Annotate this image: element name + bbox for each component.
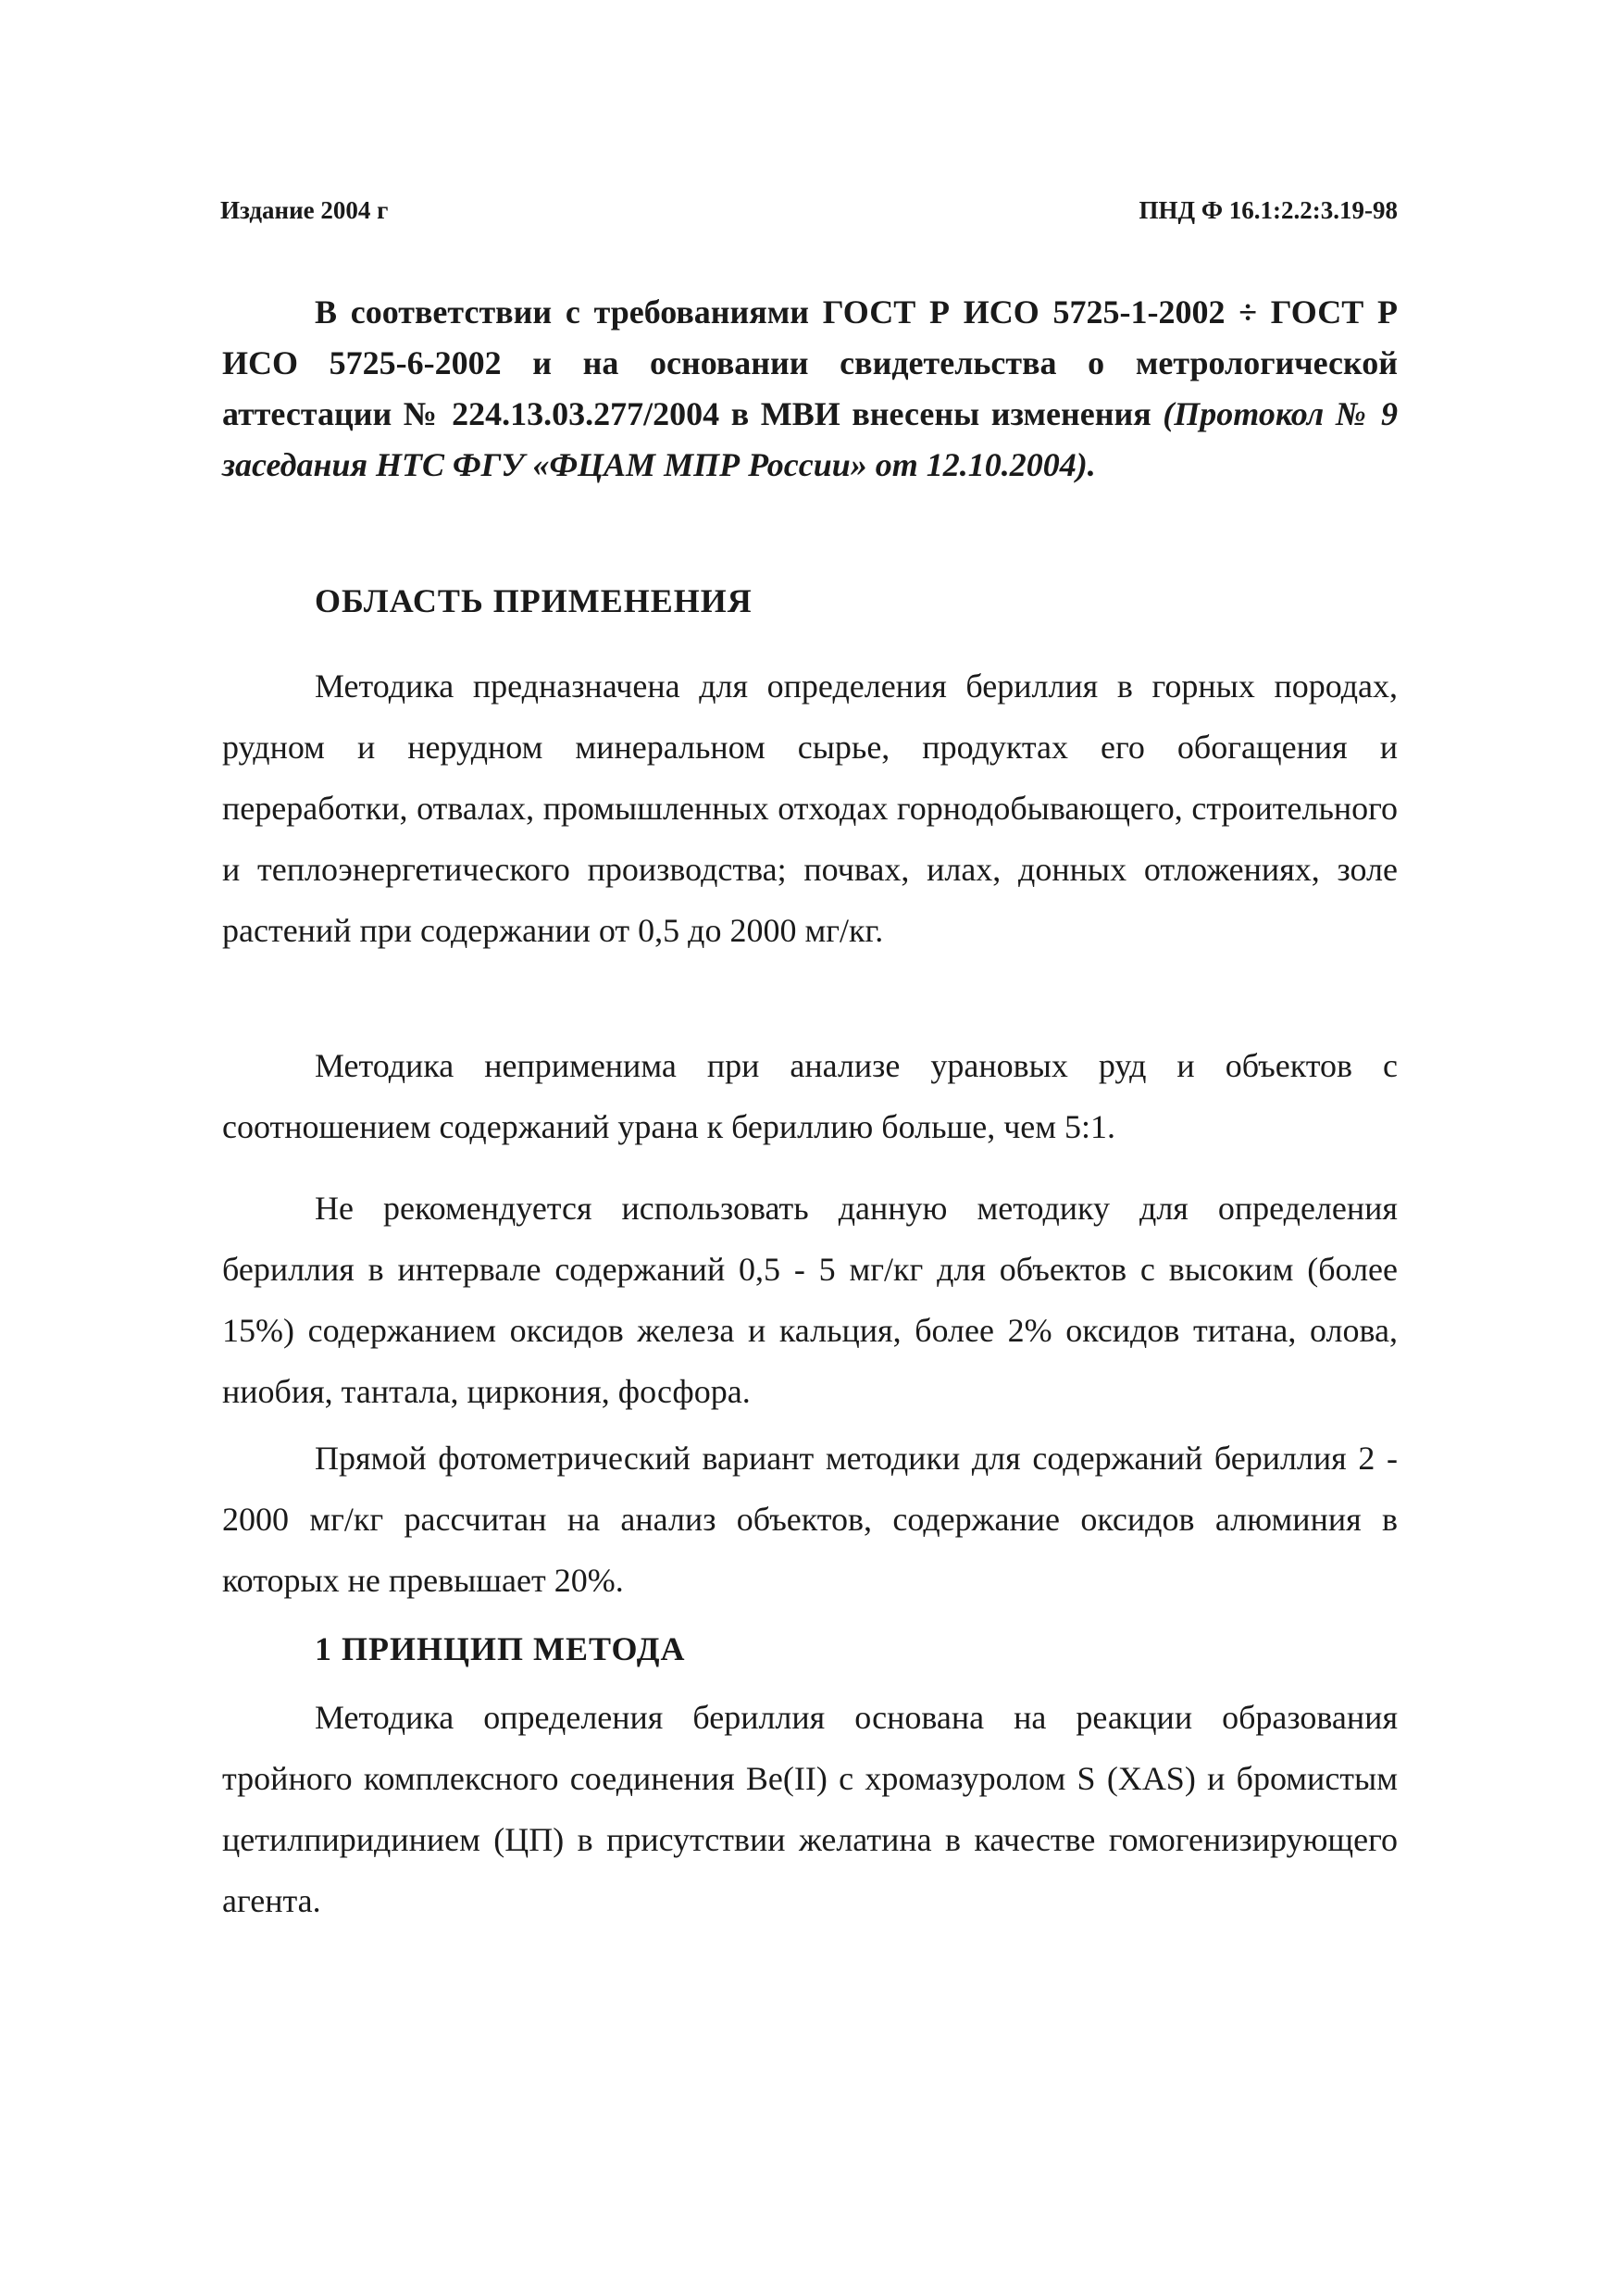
- revision-note-text: В соответствии с требованиями ГОСТ Р ИСО 5725-1-2002 ÷ ГОСТ Р ИСО 5725-6-2002 и на основании свидетельства о метрологической аттестации № 224.13.03.277/2004 в МВИ внесены изменения: [222, 293, 1398, 432]
- principle-paragraph-1: Методика определения бериллия основана на реакции образования тройного комплексного соединения Be(II) с хромазуролом S (XAS) и бромистым цетилпиридинием (ЦП) в присутствии желатина в качестве гомогенизирующего агента.: [222, 1699, 1398, 1919]
- scope-paragraph-4: Прямой фотометрический вариант методики для содержаний бериллия 2 - 2000 мг/кг рассчитан на анализ объектов, содержание оксидов алюминия в которых не превышает 20%.: [222, 1440, 1398, 1599]
- edition-label: Издание 2004 г: [220, 196, 389, 224]
- document-code: ПНД Ф 16.1:2.2:3.19-98: [1139, 196, 1398, 224]
- revision-note: [222, 287, 1398, 491]
- scope-paragraph-2: Методика неприменима при анализе урановых руд и объектов с соотношением содержаний урана к бериллию больше, чем 5:1.: [222, 1047, 1398, 1145]
- section-title-scope: ОБЛАСТЬ ПРИМЕНЕНИЯ: [315, 582, 753, 619]
- scope-paragraph-1: Методика предназначена для определения бериллия в горных породах, рудном и нерудном минеральном сырье, продуктах его обогащения и переработки, отвалах, промышленных отходах горнодобывающего, строительного и теплоэнергетического производства; почвах, илах, донных отложениях, золе растений при содержании от 0,5 до 2000 мг/кг.: [222, 668, 1398, 949]
- scope-paragraph-3: Не рекомендуется использовать данную методику для определения бериллия в интервале содержаний 0,5 - 5 мг/кг для объектов с высоким (более 15%) содержанием оксидов железа и кальция, более 2% оксидов титана, олова, ниобия, тантала, циркония, фосфора.: [222, 1190, 1398, 1410]
- section-title-principle: 1 ПРИНЦИП МЕТОДА: [315, 1630, 686, 1667]
- revision-protocol-reference: (Протокол № 9 заседания НТС ФГУ «ФЦАМ МПР России» от 12.10.2004).: [222, 395, 1398, 483]
